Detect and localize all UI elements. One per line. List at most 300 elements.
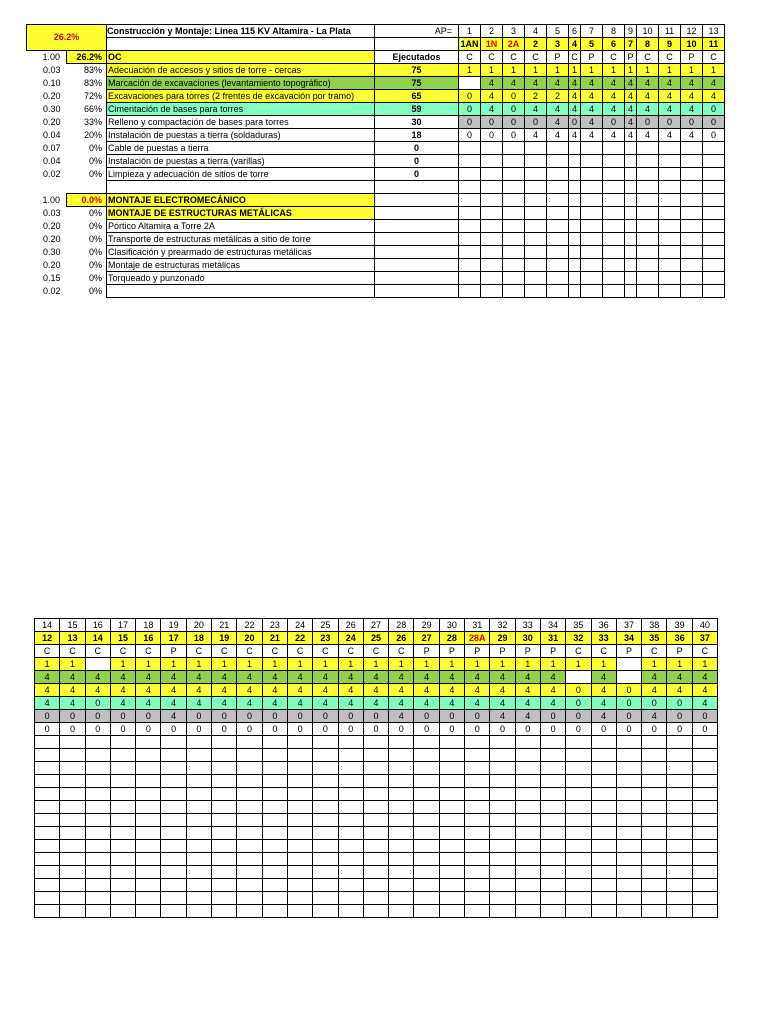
empty-cell	[338, 879, 363, 892]
empty-cell	[490, 736, 515, 749]
empty-cell	[540, 762, 565, 775]
progress-cell: 4	[110, 671, 135, 684]
progress-cell: 0	[503, 116, 525, 129]
empty-cell	[566, 892, 591, 905]
empty-cell	[465, 788, 490, 801]
ap-number: 13	[703, 25, 725, 38]
activity-description: Clasificación y prearmado de estructuras metálicas	[107, 246, 375, 259]
activity-description: Transporte de estructuras metálicas a sitio de torre	[107, 233, 375, 246]
progress-cell: 0	[481, 116, 503, 129]
progress-cell: 4	[212, 671, 237, 684]
progress-cell	[703, 285, 725, 298]
empty-cell	[313, 788, 338, 801]
empty-cell	[439, 892, 464, 905]
empty-cell	[414, 749, 439, 762]
montaje-header-row	[27, 194, 725, 207]
empty-cell	[85, 840, 110, 853]
empty-cell	[439, 801, 464, 814]
tower-code: P	[414, 645, 439, 658]
progress-cell: 0	[287, 723, 312, 736]
activity-row	[27, 103, 725, 116]
progress-cell: 4	[659, 90, 681, 103]
blank-cell	[107, 38, 375, 51]
empty-cell	[692, 814, 717, 827]
progress-cell	[659, 142, 681, 155]
tower-id: 28A	[465, 632, 490, 645]
empty-cell	[287, 853, 312, 866]
empty-cell	[515, 827, 540, 840]
progress-cell: 4	[547, 116, 569, 129]
empty-cell	[566, 905, 591, 918]
empty-row	[35, 853, 718, 866]
progress-cell: 0	[414, 723, 439, 736]
progress-cell	[569, 142, 581, 155]
progress-cell	[681, 220, 703, 233]
activity-description: Cable de puestas a tierra	[107, 142, 375, 155]
empty-cell	[389, 775, 414, 788]
progress-cell: 0	[540, 723, 565, 736]
progress-cell: 4	[540, 684, 565, 697]
activity-description	[107, 285, 375, 298]
tower-id: 27	[414, 632, 439, 645]
empty-cell	[110, 775, 135, 788]
progress-cell: 1	[569, 64, 581, 77]
progress-cell: 2	[525, 90, 547, 103]
ap-number: 9	[625, 25, 637, 38]
oc-title: OC	[107, 51, 375, 64]
progress-cell	[481, 168, 503, 181]
empty-cell	[35, 762, 60, 775]
activity-weight: 0.20	[42, 259, 61, 270]
ap-number: 2	[481, 25, 503, 38]
progress-cell	[637, 155, 659, 168]
empty-cell	[186, 788, 211, 801]
progress-cell: 4	[287, 684, 312, 697]
progress-cell: 4	[136, 697, 161, 710]
activity-description: Instalación de puestas a tierra (soldaduras)	[107, 129, 375, 142]
progress-cell	[481, 142, 503, 155]
empty-row	[35, 775, 718, 788]
header-row-towers	[27, 38, 725, 51]
progress-cell: 1	[389, 658, 414, 671]
activity-description: Excavaciones para torres (2 frentes de excavación por tramo)	[107, 90, 375, 103]
progress-cell: 4	[642, 684, 667, 697]
empty-cell	[186, 853, 211, 866]
empty-cell	[338, 762, 363, 775]
activity-weight: 0.04	[42, 155, 61, 166]
empty-cell	[35, 879, 60, 892]
progress-cell: 4	[625, 129, 637, 142]
activity-description: Torqueado y punzonado	[107, 272, 375, 285]
empty-row	[35, 762, 718, 775]
empty-cell	[414, 866, 439, 879]
progress-cell	[681, 285, 703, 298]
empty-cell	[616, 762, 641, 775]
progress-cell	[659, 246, 681, 259]
progress-cell	[581, 246, 603, 259]
empty-cell	[212, 905, 237, 918]
progress-cell	[481, 181, 503, 194]
progress-cell	[569, 272, 581, 285]
empty-cell	[237, 892, 262, 905]
progress-cell	[625, 259, 637, 272]
empty-cell	[439, 736, 464, 749]
progress-cell	[616, 671, 641, 684]
progress-cell	[659, 233, 681, 246]
empty-cell	[262, 801, 287, 814]
progress-cell: 4	[490, 697, 515, 710]
progress-cell	[503, 194, 525, 207]
empty-cell	[616, 853, 641, 866]
progress-cell: 4	[313, 684, 338, 697]
progress-cell: 4	[481, 103, 503, 116]
progress-cell	[703, 272, 725, 285]
progress-cell: 0	[313, 723, 338, 736]
empty-cell	[136, 762, 161, 775]
tower-code: C	[503, 51, 525, 64]
tower-id: 3	[547, 38, 569, 51]
empty-cell	[60, 775, 85, 788]
progress-cell: 4	[703, 77, 725, 90]
empty-cell	[136, 853, 161, 866]
progress-cell: 0	[186, 723, 211, 736]
ap-number: 4	[525, 25, 547, 38]
progress-cell: 4	[703, 90, 725, 103]
empty-cell	[287, 762, 312, 775]
empty-cell	[439, 905, 464, 918]
empty-cell	[465, 762, 490, 775]
progress-cell: 0	[85, 697, 110, 710]
progress-cell: 4	[389, 710, 414, 723]
progress-cell: 4	[625, 116, 637, 129]
code-row	[35, 645, 718, 658]
blank-cell	[67, 181, 107, 194]
empty-cell	[338, 749, 363, 762]
progress-cell	[616, 658, 641, 671]
empty-cell	[389, 892, 414, 905]
ap-number: 40	[692, 619, 717, 632]
empty-cell	[262, 775, 287, 788]
tower-code: C	[35, 645, 60, 658]
progress-cell: 0	[642, 697, 667, 710]
progress-cell: 0	[465, 710, 490, 723]
ap-number: 11	[659, 25, 681, 38]
progress-cell	[547, 285, 569, 298]
progress-cell	[703, 259, 725, 272]
progress-cell: 0	[212, 710, 237, 723]
empty-cell	[490, 879, 515, 892]
blank-cell	[107, 181, 375, 194]
empty-cell	[136, 788, 161, 801]
ap-number: 25	[313, 619, 338, 632]
empty-cell	[465, 801, 490, 814]
activity-percent: 0%	[88, 259, 102, 270]
executed-count	[375, 246, 459, 259]
empty-cell	[363, 736, 388, 749]
progress-cell	[703, 155, 725, 168]
empty-cell	[85, 866, 110, 879]
activity-weight: 0.20	[42, 220, 61, 231]
empty-cell	[313, 866, 338, 879]
ap-label: AP=	[375, 25, 459, 38]
empty-cell	[136, 879, 161, 892]
empty-cell	[540, 866, 565, 879]
empty-cell	[212, 749, 237, 762]
ap-number: 29	[414, 619, 439, 632]
empty-cell	[85, 892, 110, 905]
empty-cell	[110, 866, 135, 879]
progress-cell	[659, 272, 681, 285]
empty-cell	[161, 866, 186, 879]
tower-code: C	[692, 645, 717, 658]
empty-cell	[591, 905, 616, 918]
empty-cell	[363, 879, 388, 892]
empty-cell	[389, 840, 414, 853]
empty-cell	[642, 827, 667, 840]
tower-id: 34	[616, 632, 641, 645]
empty-cell	[439, 749, 464, 762]
activity-percent: 66%	[83, 103, 102, 114]
empty-cell	[566, 814, 591, 827]
empty-cell	[414, 814, 439, 827]
executed-count	[375, 220, 459, 233]
empty-cell	[60, 801, 85, 814]
empty-cell	[540, 905, 565, 918]
empty-cell	[85, 762, 110, 775]
executed-count: 0	[375, 142, 459, 155]
empty-cell	[35, 853, 60, 866]
progress-cell	[525, 168, 547, 181]
montaje-weight: 1.00	[42, 194, 60, 205]
ap-number: 10	[637, 25, 659, 38]
empty-cell	[363, 775, 388, 788]
empty-cell	[692, 853, 717, 866]
progress-cell	[625, 168, 637, 181]
empty-cell	[540, 775, 565, 788]
progress-cell	[503, 246, 525, 259]
total-progress-percent: 26.2%	[27, 25, 107, 51]
schedule-bottom-table	[34, 618, 718, 918]
progress-cell	[569, 246, 581, 259]
empty-cell	[60, 762, 85, 775]
progress-cell	[681, 155, 703, 168]
progress-cell	[459, 272, 481, 285]
progress-cell: 4	[363, 684, 388, 697]
activity-percent: 0%	[88, 142, 102, 153]
empty-cell	[465, 775, 490, 788]
tower-id: 7	[625, 38, 637, 51]
progress-cell	[547, 142, 569, 155]
activity-weight: 0.02	[42, 285, 61, 296]
empty-cell	[566, 801, 591, 814]
empty-cell	[262, 853, 287, 866]
empty-cell	[566, 788, 591, 801]
ap-number: 7	[581, 25, 603, 38]
activity-percent: 83%	[83, 77, 102, 88]
empty-cell	[363, 866, 388, 879]
progress-cell	[703, 181, 725, 194]
tower-id: 16	[136, 632, 161, 645]
progress-cell: 1	[287, 658, 312, 671]
empty-cell	[60, 905, 85, 918]
progress-cell	[459, 155, 481, 168]
empty-cell	[212, 827, 237, 840]
empty-cell	[212, 866, 237, 879]
executed-count	[375, 207, 459, 220]
empty-cell	[35, 788, 60, 801]
executed-count: 18	[375, 129, 459, 142]
empty-cell	[490, 866, 515, 879]
tower-code: P	[490, 645, 515, 658]
activity-percent: 0%	[88, 285, 102, 296]
empty-cell	[35, 866, 60, 879]
empty-cell	[642, 905, 667, 918]
progress-cell: 4	[591, 710, 616, 723]
activity-percent: 20%	[83, 129, 102, 140]
ap-number: 18	[136, 619, 161, 632]
empty-cell	[161, 905, 186, 918]
progress-cell: 1	[490, 658, 515, 671]
ap-number: 30	[439, 619, 464, 632]
ap-number: 24	[287, 619, 312, 632]
progress-cell	[637, 285, 659, 298]
empty-cell	[35, 827, 60, 840]
executed-count: 30	[375, 116, 459, 129]
empty-cell	[313, 879, 338, 892]
empty-cell	[490, 801, 515, 814]
empty-cell	[313, 892, 338, 905]
progress-cell: 4	[581, 129, 603, 142]
empty-cell	[338, 827, 363, 840]
empty-cell	[262, 905, 287, 918]
progress-cell	[681, 181, 703, 194]
progress-cell	[625, 246, 637, 259]
oc-percent: 26.2%	[67, 51, 107, 64]
progress-cell: 0	[616, 684, 641, 697]
empty-cell	[515, 801, 540, 814]
executed-count: 65	[375, 90, 459, 103]
progress-cell	[525, 220, 547, 233]
progress-cell	[637, 194, 659, 207]
ap-number: 35	[566, 619, 591, 632]
empty-cell	[515, 840, 540, 853]
empty-cell	[667, 762, 692, 775]
empty-cell	[237, 801, 262, 814]
empty-cell	[35, 775, 60, 788]
montaje-title: MONTAJE ELECTROMECÁNICO	[107, 194, 375, 207]
progress-cell: 4	[603, 129, 625, 142]
progress-cell	[547, 233, 569, 246]
tower-id: 19	[212, 632, 237, 645]
progress-cell: 0	[363, 710, 388, 723]
empty-cell	[136, 749, 161, 762]
empty-cell	[110, 762, 135, 775]
empty-cell	[338, 775, 363, 788]
empty-cell	[110, 801, 135, 814]
executed-count: 59	[375, 103, 459, 116]
tower-id: 17	[161, 632, 186, 645]
progress-cell: 0	[603, 116, 625, 129]
progress-cell: 4	[439, 684, 464, 697]
tower-id: 25	[363, 632, 388, 645]
empty-cell	[692, 840, 717, 853]
header-row-ap	[35, 619, 718, 632]
progress-cell	[503, 259, 525, 272]
progress-cell: 4	[35, 671, 60, 684]
empty-cell	[490, 905, 515, 918]
progress-cell: 1	[338, 658, 363, 671]
empty-cell	[161, 853, 186, 866]
empty-cell	[667, 827, 692, 840]
progress-cell	[603, 181, 625, 194]
empty-cell	[186, 814, 211, 827]
empty-cell	[287, 775, 312, 788]
empty-cell	[667, 749, 692, 762]
progress-cell: 1	[60, 658, 85, 671]
activity-weight: 0.20	[42, 116, 61, 127]
progress-cell: 0	[591, 723, 616, 736]
executed-count	[375, 272, 459, 285]
empty-cell	[287, 749, 312, 762]
ap-number: 17	[110, 619, 135, 632]
progress-row	[35, 684, 718, 697]
progress-cell: 4	[591, 697, 616, 710]
empty-cell	[591, 762, 616, 775]
progress-cell	[659, 259, 681, 272]
empty-cell	[566, 762, 591, 775]
progress-cell: 0	[262, 710, 287, 723]
progress-cell	[525, 233, 547, 246]
empty-cell	[110, 840, 135, 853]
progress-cell: 4	[136, 671, 161, 684]
empty-row	[35, 840, 718, 853]
empty-cell	[287, 801, 312, 814]
progress-cell	[569, 207, 581, 220]
progress-cell: 4	[60, 697, 85, 710]
empty-cell	[363, 892, 388, 905]
empty-cell	[237, 788, 262, 801]
empty-cell	[439, 762, 464, 775]
progress-cell: 0	[60, 710, 85, 723]
progress-cell	[547, 272, 569, 285]
tower-code: C	[525, 51, 547, 64]
progress-cell	[637, 142, 659, 155]
progress-cell	[569, 155, 581, 168]
empty-cell	[692, 788, 717, 801]
tower-id: 14	[85, 632, 110, 645]
ap-number: 8	[603, 25, 625, 38]
empty-cell	[414, 892, 439, 905]
tower-id: 1N	[481, 38, 503, 51]
progress-cell	[625, 207, 637, 220]
progress-cell: 0	[35, 710, 60, 723]
activity-percent: 83%	[83, 64, 102, 75]
empty-cell	[515, 814, 540, 827]
progress-cell: 4	[161, 710, 186, 723]
progress-cell: 1	[363, 658, 388, 671]
ap-number: 37	[616, 619, 641, 632]
empty-cell	[136, 905, 161, 918]
ap-number: 38	[642, 619, 667, 632]
progress-cell: 1	[659, 64, 681, 77]
progress-cell	[581, 220, 603, 233]
progress-cell	[459, 207, 481, 220]
progress-cell	[581, 259, 603, 272]
tower-id: 20	[237, 632, 262, 645]
tower-code: C	[642, 645, 667, 658]
activity-row	[27, 90, 725, 103]
progress-cell	[603, 285, 625, 298]
